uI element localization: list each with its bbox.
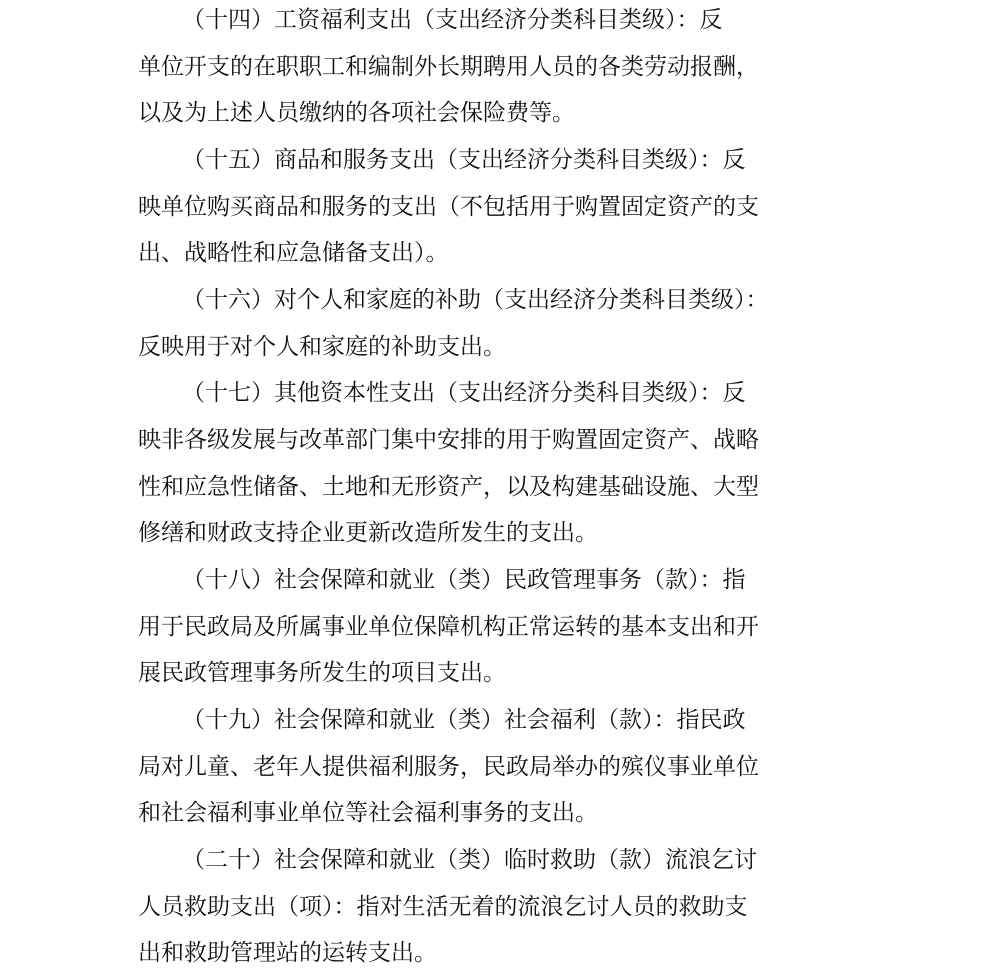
paragraph-4-line-3: 性和应急性储备、土地和无形资产，以及构建基础设施、大型 <box>138 474 759 500</box>
paragraph-6-line-2: 局对儿童、老年人提供福利服务，民政局举办的殡仪事业单位 <box>138 754 759 780</box>
paragraph-2-line-1: （十五）商品和服务支出（支出经济分类科目类级）：反 <box>182 147 746 173</box>
paragraph-7-line-1: （二十）社会保障和就业（类）临时救助（款）流浪乞讨 <box>182 847 757 873</box>
paragraph-4-line-2: 映非各级发展与改革部门集中安排的用于购置固定资产、战略 <box>138 427 759 453</box>
paragraph-7-line-3: 出和救助管理站的运转支出。 <box>138 940 437 966</box>
paragraph-7-line-2: 人员救助支出（项）：指对生活无着的流浪乞讨人员的救助支 <box>138 894 748 920</box>
paragraph-5-line-3: 展民政管理事务所发生的项目支出。 <box>138 660 506 686</box>
paragraph-2-line-3: 出、战略性和应急储备支出）。 <box>138 240 449 266</box>
paragraph-5-line-1: （十八）社会保障和就业（类）民政管理事务（款）：指 <box>182 567 746 593</box>
paragraph-3-line-2: 反映用于对个人和家庭的补助支出。 <box>138 334 506 360</box>
paragraph-4-line-1: （十七）其他资本性支出（支出经济分类科目类级）：反 <box>182 380 746 406</box>
paragraph-1-line-2: 单位开支的在职职工和编制外长期聘用人员的各类劳动报酬， <box>138 54 759 80</box>
paragraph-6-line-1: （十九）社会保障和就业（类）社会福利（款）：指民政 <box>182 707 746 733</box>
paragraph-4-line-4: 修缮和财政支持企业更新改造所发生的支出。 <box>138 520 598 546</box>
paragraph-6-line-3: 和社会福利事业单位等社会福利事务的支出。 <box>138 800 598 826</box>
paragraph-2-line-2: 映单位购买商品和服务的支出（不包括用于购置固定资产的支 <box>138 194 759 220</box>
paragraph-1-line-3: 以及为上述人员缴纳的各项社会保险费等。 <box>138 100 575 126</box>
paragraph-5-line-2: 用于民政局及所属事业单位保障机构正常运转的基本支出和开 <box>138 614 759 640</box>
paragraph-1-line-1: （十四）工资福利支出（支出经济分类科目类级）：反 <box>182 7 723 33</box>
paragraph-3-line-1: （十六）对个人和家庭的补助（支出经济分类科目类级）： <box>182 287 769 313</box>
